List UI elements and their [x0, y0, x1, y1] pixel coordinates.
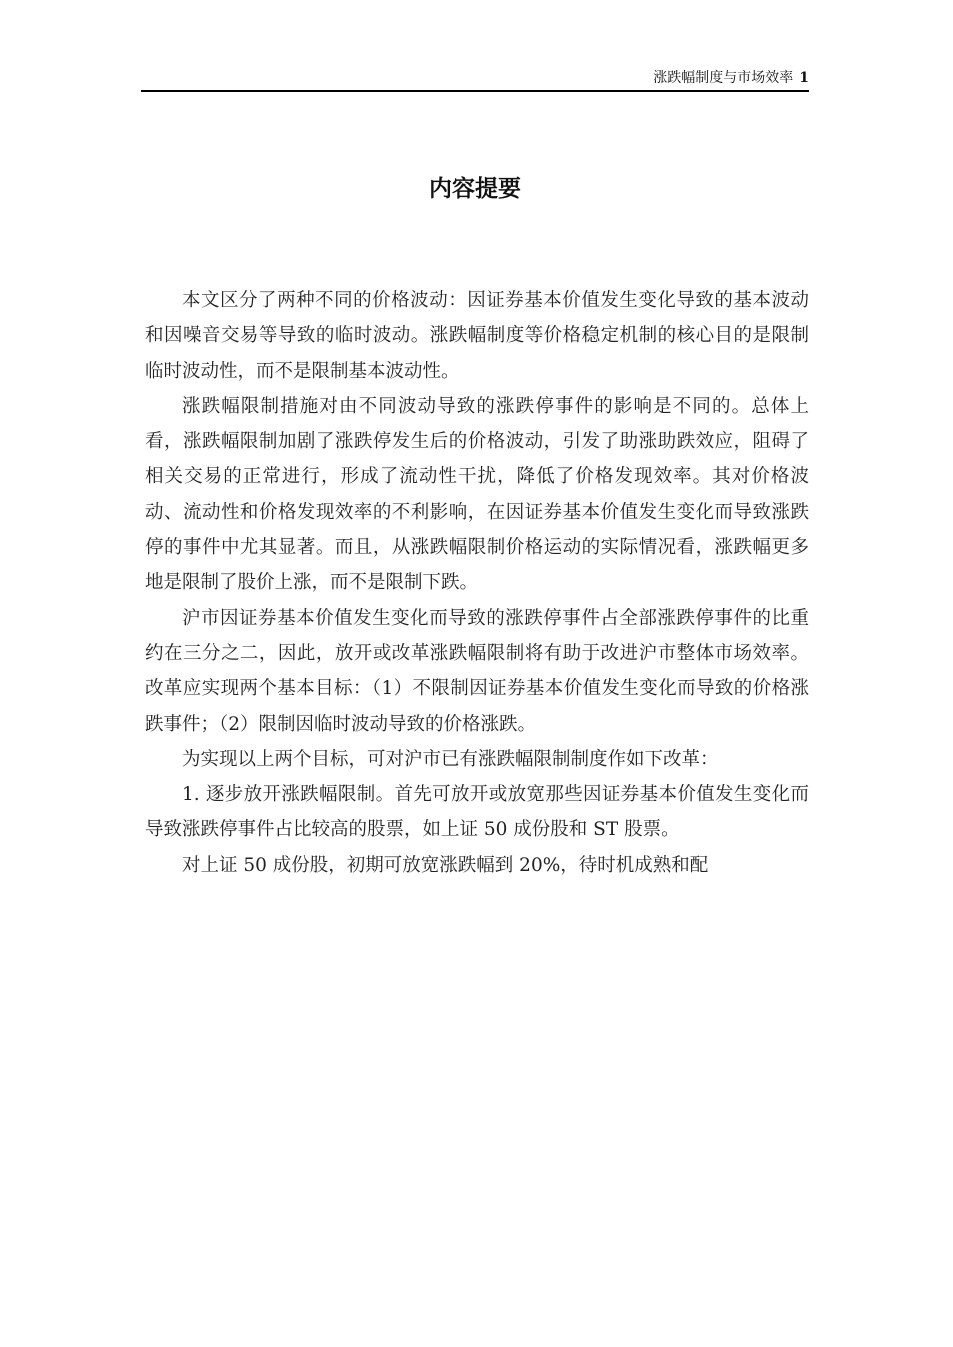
paragraph: 为实现以上两个目标，可对沪市已有涨跌幅限制制度作如下改革：	[182, 748, 719, 770]
paragraph: 对上证 50 成份股，初期可放宽涨跌幅到 20%，待时机成熟和配	[182, 854, 709, 876]
paragraph: 1. 逐步放开涨跌幅限制。首先可放开或放宽那些因证券基本价值发生变化而导致涨跌停事件占比较高的股票，如上证 50 成份股和 ST 股票。	[145, 784, 809, 841]
abstract-body	[145, 283, 809, 883]
paragraph: 本文区分了两种不同的价格波动：因证券基本价值发生变化导致的基本波动和因噪音交易等导致的临时波动。涨跌幅制度等价格稳定机制的核心目的是限制临时波动性，而不是限制基本波动性。	[145, 290, 809, 382]
running-header	[141, 66, 809, 92]
section-title: 内容提要	[429, 176, 521, 202]
header-title: 涨跌幅制度与市场效率	[653, 70, 794, 86]
paragraph: 沪市因证券基本价值发生变化而导致的涨跌停事件占全部涨跌停事件的比重约在三分之二，因此，放开或改革涨跌幅限制将有助于改进沪市整体市场效率。改革应实现两个基本目标：（1）不限制因证券基本价值发生变化而导致的价格涨跌事件；（2）限制因临时波动导致的价格涨跌。	[145, 607, 809, 735]
page-number: 1	[799, 70, 809, 86]
paragraph: 涨跌幅限制措施对由不同波动导致的涨跌停事件的影响是不同的。总体上看，涨跌幅限制加剧了涨跌停发生后的价格波动，引发了助涨助跌效应，阻碍了相关交易的正常进行，形成了流动性干扰，降低了价格发现效率。其对价格波动、流动性和价格发现效率的不利影响，在因证券基本价值发生变化而导致涨跌停的事件中尤其显著。而且，从涨跌幅限制价格运动的实际情况看，涨跌幅更多地是限制了股价上涨，而不是限制下跌。	[145, 395, 809, 594]
